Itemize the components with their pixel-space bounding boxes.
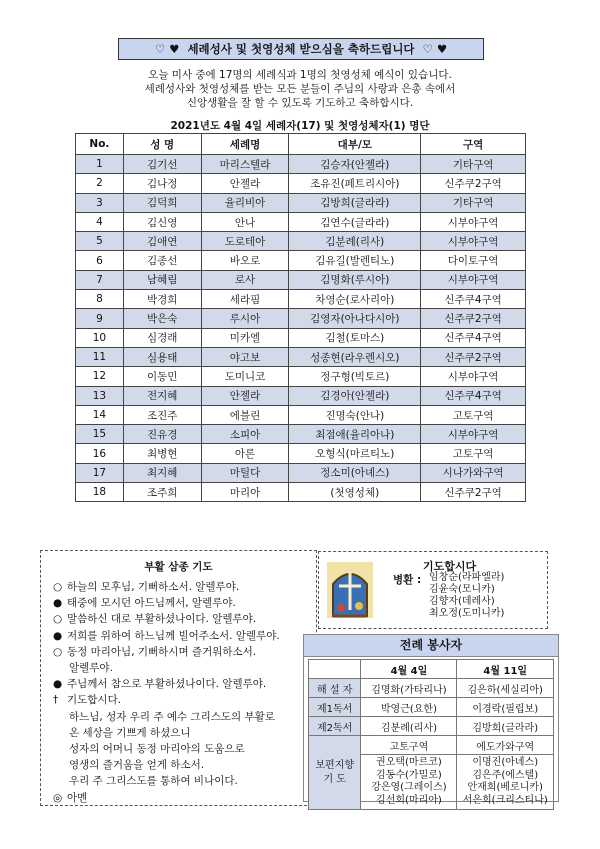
baptismal-name: 세라핌 [201,290,289,309]
prayer-text: 기도합시다. [67,694,122,707]
prayer-line [41,644,316,660]
table-row [76,193,526,212]
table-row [76,232,526,251]
prayer-line [41,611,316,627]
baptismal-name: 마틸다 [201,463,289,482]
prayer-text: 성자의 어머니 동정 마리아의 도움으로 [69,743,245,756]
table-row [76,386,526,405]
prayer-line [41,790,316,806]
district: 다이토구역 [421,251,526,270]
patient-name: 임창순(라파엘라) [429,572,505,583]
district: 기타구역 [421,155,526,174]
prayer-bullet-icon: ○ [53,645,63,658]
member: 김선희(마리아) [376,794,442,806]
district: 고토구역 [421,444,526,463]
prayer-text: 하느님, 성자 우리 주 예수 그리스도의 부활로 [69,710,275,723]
district: 기타구역 [421,193,526,212]
godparent: 김방희(글라라) [289,193,421,212]
godparent: 정구형(빅토르) [289,367,421,386]
group-b-title: 에도가와구역 [457,736,554,755]
table-row [76,367,526,386]
illness-label: 병환 : [393,574,422,586]
baptismal-name: 로사 [201,270,289,289]
member-name: 김종선 [123,251,201,270]
patient-name: 김윤숙(모니카) [429,584,495,595]
district: 시부야구역 [421,425,526,444]
baptismal-name: 안젤라 [201,386,289,405]
duty-row [309,717,554,736]
godparent: 차영순(로사리아) [289,290,421,309]
date-1: 4월 4일 [361,660,457,679]
godparent: 성종현(라우렌시오) [289,347,421,366]
hearts-right: ♡ ♥ [422,42,448,56]
prayer-line [41,757,316,773]
role-commentator: 해 설 자 [309,679,361,698]
prayer-text: 태중에 모시던 아드님께서, 알렐루야. [67,597,236,610]
member-name: 박은숙 [123,309,201,328]
role-line: 기 도 [323,773,346,785]
group-a-title: 고토구역 [361,736,457,755]
baptismal-name: 마리아 [201,483,289,502]
godparent: 김명화(루시아) [289,270,421,289]
prayer-text: 알렐루야. [69,662,113,675]
baptismal-name: 마리스텔라 [201,155,289,174]
row-no: 15 [76,425,124,444]
stained-glass-window-icon [327,562,373,618]
godparent: (첫영성체) [289,483,421,502]
district: 신주쿠2구역 [421,309,526,328]
baptism-roster-table [75,133,526,502]
intro-line: 세례성사와 첫영성체를 받는 모든 분들이 주님의 사랑과 은총 속에서 [144,83,456,95]
prayer-text: 주님께서 참으로 부활하셨나이다. 알렐루야. [67,678,267,691]
group-b-members [457,755,554,810]
prayer-intentions-card [318,551,548,629]
patient-name: 김향자(데레사) [429,596,495,607]
row-no: 4 [76,212,124,231]
announcement-title: 세례성사 및 첫영성체 받으심을 축하드립니다 [187,42,415,56]
baptismal-name: 도미니코 [201,367,289,386]
server-b: 김방희(글라라) [457,717,554,736]
member: 권오택(마르코) [376,757,442,768]
godparent: 김철(토마스) [289,328,421,347]
member-name: 이동민 [123,367,201,386]
prayer-line [41,676,316,692]
godparent: 김분례(리사) [289,232,421,251]
district: 신주쿠4구역 [421,328,526,347]
baptismal-name: 안나 [201,212,289,231]
godparent: 김영자(아나다시아) [289,309,421,328]
member-name: 김애연 [123,232,201,251]
member-name: 심경래 [123,328,201,347]
prayer-bullet-icon: ● [53,597,63,610]
prayer-bullet-icon: ◎ [53,791,63,804]
duty-row [309,679,554,698]
member: 김동수(가밀로) [376,769,442,781]
member-name: 박경희 [123,290,201,309]
district: 신주쿠2구역 [421,347,526,366]
godparent: 진명숙(안나) [289,405,421,424]
table-row [76,444,526,463]
intro-paragraph [60,68,540,110]
district: 신주쿠4구역 [421,386,526,405]
group-a-members [361,755,457,810]
prayer-line [41,773,316,789]
row-no: 11 [76,347,124,366]
table-row [76,405,526,424]
member-name: 김덕희 [123,193,201,212]
baptismal-name: 야고보 [201,347,289,366]
prayer-text: 동정 마리아님, 기뻐하시며 즐거워하소서. [67,645,257,658]
row-no: 16 [76,444,124,463]
baptismal-name: 미카엘 [201,328,289,347]
server-a: 김분례(리사) [361,717,457,736]
role-blank [309,660,361,679]
role-prayers-of-faithful [309,736,361,810]
prayer-line [41,725,316,741]
regina-caeli-prayer-box [40,550,317,806]
table-header-row [76,134,526,155]
prayer-text: 저희를 위하여 하느님께 빌어주소서. 알렐루야. [67,629,280,642]
server-b: 이경락(필립보) [457,698,554,717]
role-second-reading: 제2독서 [309,717,361,736]
patient-name: 최오정(도미니카) [429,608,505,619]
prayer-line [41,628,316,644]
liturgy-duty-table [308,659,554,810]
baptismal-name: 아론 [201,444,289,463]
table-row [76,483,526,502]
member: 김은주(에스텔) [472,769,539,781]
godparent: 김승자(안젤라) [289,155,421,174]
row-no: 8 [76,290,124,309]
header-godparent: 대부/모 [289,134,421,155]
godparent: 조유진(페트리시아) [289,174,421,193]
member: 강은영(그레이스) [371,782,447,793]
liturgy-title: 전례 봉사자 [304,635,558,657]
baptismal-name: 에블린 [201,405,289,424]
role-first-reading: 제1독서 [309,698,361,717]
prayer-bullet-icon: ● [53,629,63,642]
prayer-title: 부활 삼종 기도 [144,561,213,573]
prayer-line [41,741,316,757]
roster-body [76,155,526,502]
header-no: No. [76,134,124,155]
prayer-bullet-icon: † [53,694,59,707]
district: 시부야구역 [421,212,526,231]
table-row [76,309,526,328]
member: 안재희(베로니카) [467,782,543,793]
prayer-text: 말씀하신 대로 부활하셨나이다. 알렐루야. [67,613,257,626]
prayer-text: 영생의 즐거움을 얻게 하소서. [69,759,205,772]
member-name: 진유경 [123,425,201,444]
role-line: 보편지향 [315,759,355,771]
baptismal-name: 율리비아 [201,193,289,212]
district: 신주쿠4구역 [421,290,526,309]
table-row [76,270,526,289]
intro-line: 신앙생활을 잘 할 수 있도록 기도하고 축하합시다. [186,97,414,109]
member-name: 최병현 [123,444,201,463]
member: 이명진(아녜스) [472,757,539,768]
godparent: 오형식(마르티노) [289,444,421,463]
row-no: 3 [76,193,124,212]
prayer-text: 우리 주 그리스도를 통하여 비나이다. [69,775,238,788]
prayer-bullet-icon: ● [53,678,63,691]
server-a: 박영근(요한) [361,698,457,717]
table-row [76,328,526,347]
row-no: 10 [76,328,124,347]
row-no: 2 [76,174,124,193]
table-row [76,251,526,270]
server-b: 김은하(세실리아) [457,679,554,698]
duty-date-row [309,660,554,679]
prayer-line [41,692,316,708]
district: 시부야구역 [421,232,526,251]
row-no: 12 [76,367,124,386]
member-name: 김신영 [123,212,201,231]
baptismal-name: 안젤라 [201,174,289,193]
member-name: 심용태 [123,347,201,366]
row-no: 13 [76,386,124,405]
godparent: 정소미(아녜스) [289,463,421,482]
row-no: 5 [76,232,124,251]
prayer-bullet-icon: ○ [53,581,63,593]
baptismal-name: 바오로 [201,251,289,270]
district: 고토구역 [421,405,526,424]
district: 시부야구역 [421,367,526,386]
row-no: 14 [76,405,124,424]
date-2: 4월 11일 [457,660,554,679]
prayer-line [41,595,316,611]
prayer-line [41,579,316,595]
header-baptismal-name: 세례명 [201,134,289,155]
godparent: 최점애(율리아나) [289,425,421,444]
prayer-line [41,660,316,676]
list-title: 2021년도 4월 4일 세례자(17) 및 첫영성체자(1) 명단 [170,120,430,132]
district: 신주쿠2구역 [421,174,526,193]
patient-list [429,572,504,620]
row-no: 18 [76,483,124,502]
table-row [76,463,526,482]
godparent: 김연수(글라라) [289,212,421,231]
district: 신주쿠2구역 [421,483,526,502]
table-row [76,290,526,309]
godparent: 김경아(안젤라) [289,386,421,405]
baptismal-name: 도로테아 [201,232,289,251]
row-no: 7 [76,270,124,289]
member-name: 조주희 [123,483,201,502]
announcement-title-box [118,38,484,60]
pray-card-title: 기도합시다 [423,560,477,573]
prayer-line [41,709,316,725]
prayer-text: 하늘의 모후님, 기뻐하소서. 알렐루야. [67,581,240,593]
row-no: 6 [76,251,124,270]
member-name: 남혜림 [123,270,201,289]
member-name: 조진주 [123,405,201,424]
row-no: 17 [76,463,124,482]
group-title-row [309,736,554,755]
header-name: 성 명 [123,134,201,155]
prayer-text: 아멘 [67,791,88,804]
table-row [76,425,526,444]
header-district: 구역 [421,134,526,155]
table-row [76,347,526,366]
prayer-lines [41,579,316,806]
prayer-text: 온 세상을 기쁘게 하셨으니 [69,726,191,739]
member: 서은희(크리스티나) [462,794,548,806]
godparent: 김유길(발렌티노) [289,251,421,270]
row-no: 1 [76,155,124,174]
district: 시부야구역 [421,270,526,289]
member-name: 전지혜 [123,386,201,405]
member-name: 김기선 [123,155,201,174]
member-name: 최지혜 [123,463,201,482]
intro-line: 오늘 미사 중에 17명의 세례식과 1명의 첫영성체 예식이 있습니다. [148,69,452,81]
baptismal-name: 루시아 [201,309,289,328]
prayer-bullet-icon: ○ [53,613,63,626]
table-row [76,174,526,193]
liturgy-servers-box [303,634,559,806]
duty-row [309,698,554,717]
row-no: 9 [76,309,124,328]
baptismal-name: 소피아 [201,425,289,444]
table-row [76,212,526,231]
district: 시나가와구역 [421,463,526,482]
member-name: 김나정 [123,174,201,193]
hearts-left: ♡ ♥ [154,42,180,56]
table-row [76,155,526,174]
server-a: 김명화(가타리나) [361,679,457,698]
